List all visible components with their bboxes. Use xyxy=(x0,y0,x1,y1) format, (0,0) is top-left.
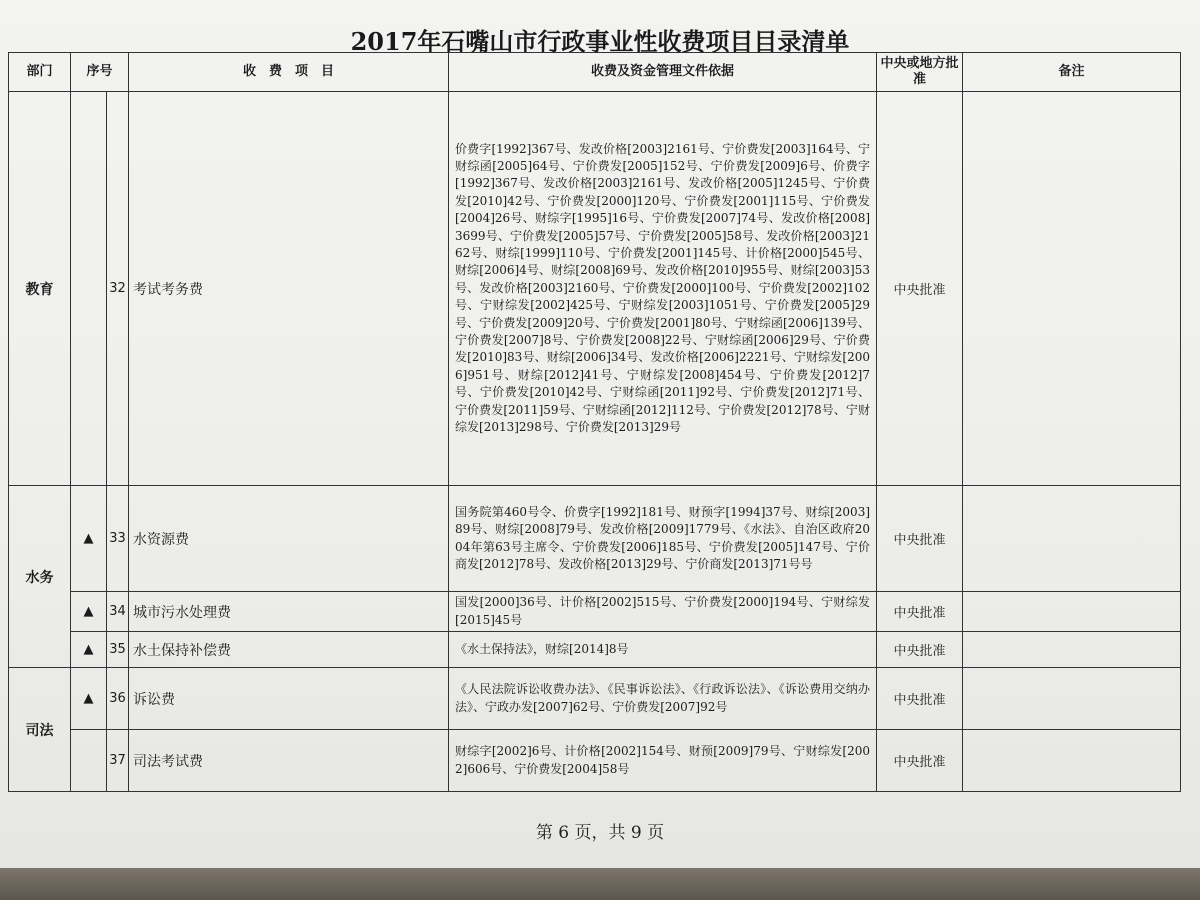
approval-level: 中央批准 xyxy=(877,668,963,730)
approval-level: 中央批准 xyxy=(877,730,963,792)
header-approval: 中央或地方批准 xyxy=(877,53,963,92)
basis-documents: 国发[2000]36号、计价格[2002]515号、宁价费发[2000]194号、宁财综发[2015]45号 xyxy=(449,592,877,632)
approval-level: 中央批准 xyxy=(877,486,963,592)
fee-item-name: 水土保持补偿费 xyxy=(129,632,449,668)
seq-number: 34 xyxy=(107,592,129,632)
note-cell xyxy=(963,592,1181,632)
table-surface xyxy=(0,868,1200,900)
basis-documents: 财综字[2002]6号、计价格[2002]154号、财预[2009]79号、宁财综发[2002]606号、宁价费发[2004]58号 xyxy=(449,730,877,792)
basis-documents: 《水土保持法》，财综[2014]8号 xyxy=(449,632,877,668)
header-basis: 收费及资金管理文件依据 xyxy=(449,53,877,92)
approval-level: 中央批准 xyxy=(877,632,963,668)
table-row xyxy=(9,592,1181,632)
fee-item-name: 司法考试费 xyxy=(129,730,449,792)
note-cell xyxy=(963,668,1181,730)
note-cell xyxy=(963,730,1181,792)
basis-documents: 价费字[1992]367号、发改价格[2003]2161号、宁价费发[2003]164号、宁财综函[2005]64号、宁价费发[2005]152号、宁价费发[2009]6号、价费字[1992]367号、发改价格[2003]2161号、发改价格[2005]1245号、宁价费发[2010]42号、宁价费发[2000]120号、宁价费发[2001]115号、宁价费发[2004]26号、财综字[1995]16号、宁价费发[2007]74号、发改价格[2008]3699号、宁价费发[2005]57号、宁价费发[2005]58号、发改价格[2003]2162号、财综[1999]110号、宁价费发[2001]145号、计价格[2000]545号、财综[2006]4号、财综[2008]69号、发改价格[2010]955号、财综[2003]53号、发改价格[2003]2160号、宁价费发[2000]100号、宁价费发[2002]102号、宁财综发[2002]425号、宁财综发[2003]1051号、宁价费发[2005]29号、宁价费发[2009]20号、宁价费发[2001]80号、宁财综函[2006]139号、宁价费发[2007]8号、宁价费发[2008]22号、宁财综函[2006]29号、宁价费发[2010]83号、财综[2006]34号、发改价格[2006]2221号、宁财综发[2006]951号、财综[2012]41号、宁财综发[2008]454号、宁价费发[2012]7号、宁价费发[2010]42号、宁财综函[2011]92号、宁价费发[2012]71号、宁价费发[2011]59号、宁财综函[2012]112号、宁价费发[2012]78号、宁财综发[2013]298号、宁价费发[2013]29号 xyxy=(449,92,877,486)
fee-item-name: 水资源费 xyxy=(129,486,449,592)
triangle-mark-icon: ▲ xyxy=(71,632,107,668)
approval-level: 中央批准 xyxy=(877,92,963,486)
triangle-mark-icon: ▲ xyxy=(71,592,107,632)
fee-item-name: 诉讼费 xyxy=(129,668,449,730)
fee-item-name: 城市污水处理费 xyxy=(129,592,449,632)
seq-number: 32 xyxy=(107,92,129,486)
header-row xyxy=(9,53,1181,92)
mark-cell xyxy=(71,730,107,792)
seq-number: 37 xyxy=(107,730,129,792)
header-dept: 部门 xyxy=(9,53,71,92)
header-item: 收 费 项 目 xyxy=(129,53,449,92)
note-cell xyxy=(963,486,1181,592)
dept-cell-water: 水务 xyxy=(9,486,71,668)
table-row xyxy=(9,730,1181,792)
seq-number: 35 xyxy=(107,632,129,668)
table-row xyxy=(9,486,1181,592)
note-cell xyxy=(963,632,1181,668)
triangle-mark-icon: ▲ xyxy=(71,668,107,730)
document-title: 2017年石嘴山市行政事业性收费项目目录清单 xyxy=(350,27,850,56)
seq-number: 33 xyxy=(107,486,129,592)
dept-cell-justice: 司法 xyxy=(9,668,71,792)
basis-documents: 《人民法院诉讼收费办法》、《民事诉讼法》、《行政诉讼法》、《诉讼费用交纳办法》、宁政办发[2007]62号、宁价费发[2007]92号 xyxy=(449,668,877,730)
page-number: 第 6 页，共 9 页 xyxy=(535,823,665,843)
table-row xyxy=(9,92,1181,486)
approval-level: 中央批准 xyxy=(877,592,963,632)
basis-documents: 国务院第460号令、价费字[1992]181号、财预字[1994]37号、财综[2003]89号、财综[2008]79号、发改价格[2009]1779号、《水法》、自治区政府2004年第63号主席令、宁价费发[2006]185号、宁价费发[2005]147号、宁价商发[2012]78号、发改价格[2013]29号、宁价商发[2013]71号号 xyxy=(449,486,877,592)
triangle-mark-icon: ▲ xyxy=(71,486,107,592)
seq-number: 36 xyxy=(107,668,129,730)
fee-item-name: 考试考务费 xyxy=(129,92,449,486)
note-cell xyxy=(963,92,1181,486)
fee-catalog-table xyxy=(8,52,1181,792)
mark-cell xyxy=(71,92,107,486)
table-row xyxy=(9,632,1181,668)
header-seq: 序号 xyxy=(71,53,129,92)
header-note: 备注 xyxy=(963,53,1181,92)
table-row xyxy=(9,668,1181,730)
dept-cell-education: 教育 xyxy=(9,92,71,486)
